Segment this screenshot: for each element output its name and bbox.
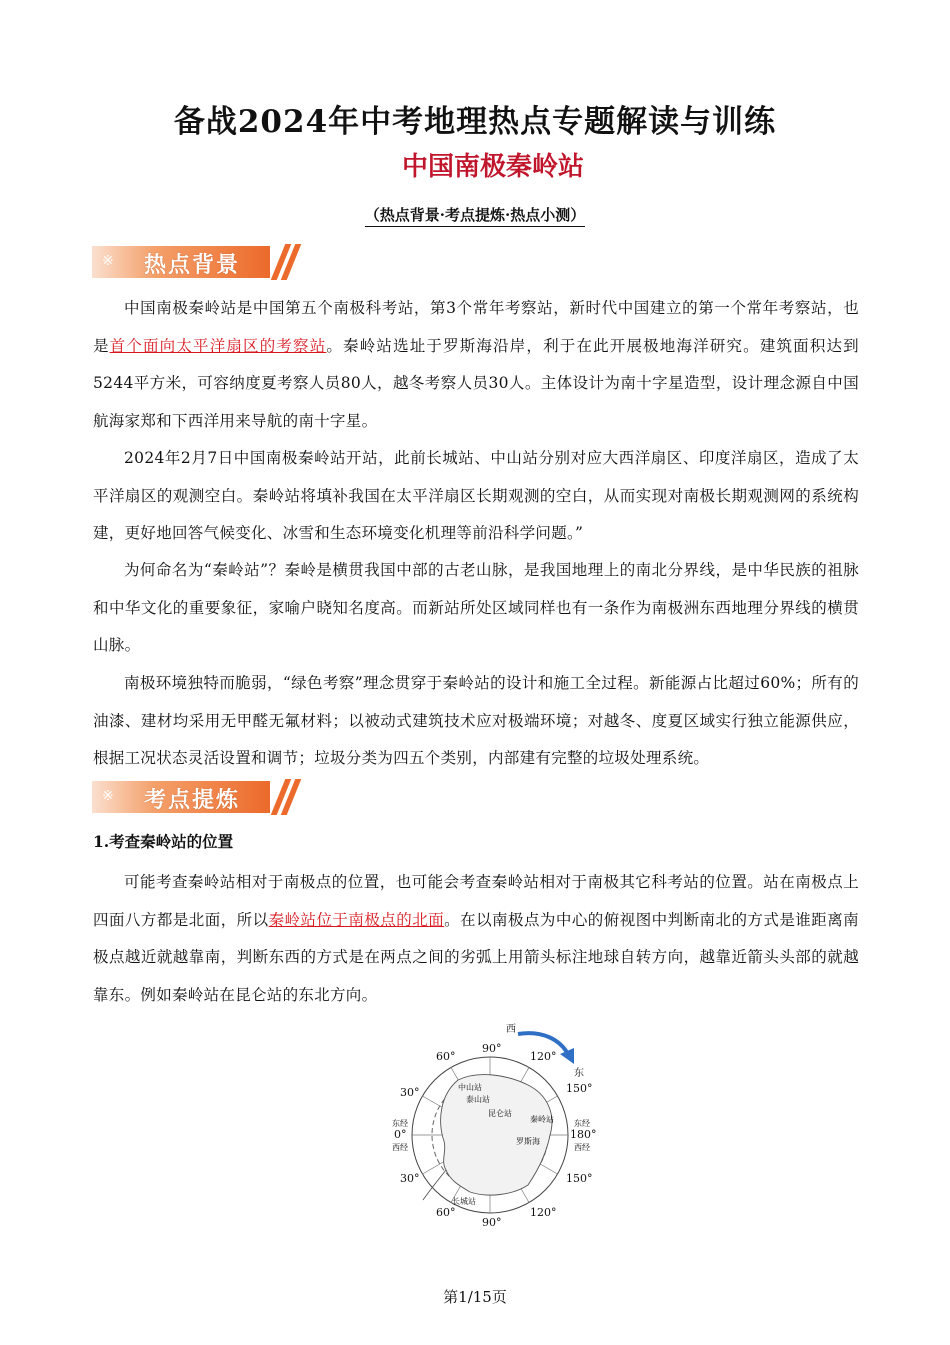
- lon-label: 120°: [530, 1050, 557, 1063]
- points-paragraph-1: 可能考查秦岭站相对于南极点的位置，也可能会考查秦岭站相对于南极其它科考站的位置。站在南极点上四面八方都是北面，所以秦岭站位于南极点的北面。在以南极点为中心的俯视图中判断南北的方式是谁距离南极点越近就越靠南，判断东西的方式是在两点之间的劣弧上用箭头标注地球自转方向，越靠近箭头头部的就越靠东。例如秦岭站在昆仑站的东北方向。: [93, 873, 859, 1004]
- asterisk-icon: ※: [102, 253, 114, 269]
- background-paragraph-2: 2024年2月7日中国南极秦岭站开站，此前长城站、中山站分别对应大西洋扇区、印度洋扇区，造成了太平洋扇区的观测空白。秦岭站将填补我国在太平洋扇区长期观测的空白，从而实现对南极长期观测网的系统构建，更好地回答气候变化、冰雪和生态环境变化机理等前沿科学问题。”: [93, 449, 859, 542]
- direction-west: 西: [506, 1024, 516, 1035]
- direction-east: 东: [574, 1068, 584, 1079]
- highlight-text: 首个面向太平洋扇区的考察站: [109, 336, 327, 355]
- station-label: 长城站: [452, 1197, 476, 1206]
- lon-label: 90°: [482, 1042, 502, 1055]
- section-label: 考点提炼: [144, 787, 241, 813]
- page-subtitle: 中国南极秦岭站: [401, 152, 584, 182]
- station-label: 泰山站: [466, 1095, 490, 1104]
- west-lon-note: 西经: [392, 1143, 408, 1152]
- station-label: 秦岭站: [530, 1115, 554, 1124]
- lon-label: 30°: [400, 1172, 420, 1185]
- lon-label: 30°: [400, 1086, 420, 1099]
- lon-label: 60°: [436, 1050, 456, 1063]
- section-banner-points: [92, 779, 302, 815]
- section-banner-background: [92, 244, 302, 280]
- lon-label: 90°: [482, 1216, 502, 1229]
- station-label: 昆仑站: [488, 1109, 512, 1118]
- sea-label: 罗斯海: [516, 1137, 540, 1146]
- section-label: 热点背景: [144, 252, 241, 278]
- antarctica-map: [388, 1020, 610, 1232]
- lon-label: 150°: [566, 1082, 593, 1095]
- lon-label: 120°: [530, 1206, 557, 1219]
- background-paragraph-4: 南极环境独特而脆弱，“绿色考察”理念贯穿于秦岭站的设计和施工全过程。新能源占比超过60%；所有的油漆、建材均采用无甲醛无氟材料；以被动式建筑技术应对极端环境；对越冬、度夏区域实行独立能源供应，根据工况状态灵活设置和调节；垃圾分类为四五个类别，内部建有完整的垃圾处理系统。: [93, 674, 859, 767]
- peninsula-outline: [423, 1170, 446, 1200]
- page-title: 备战2024年中考地理热点专题解读与训练: [173, 104, 777, 140]
- highlight-text: 秦岭站位于南极点的北面: [268, 910, 445, 929]
- background-paragraph-3: 为何命名为“秦岭站”？秦岭是横贯我国中部的古老山脉，是我国地理上的南北分界线，是中华民族的祖脉和中华文化的重要象征，家喻户晓知名度高。而新站所处区域同样也有一条作为南极洲东西地理分界线的横贯山脉。: [93, 561, 859, 654]
- tagline: （热点背景·考点提炼·热点小测）: [0, 204, 950, 225]
- lon-label: 180°: [570, 1128, 597, 1141]
- page-number: 第1/15页: [443, 1288, 507, 1306]
- asterisk-icon: ※: [102, 788, 114, 804]
- background-paragraph-1: 中国南极秦岭站是中国第五个南极科考站，第3个常年考察站，新时代中国建立的第一个常年考察站，也是首个面向太平洋扇区的考察站。秦岭站选址于罗斯海沿岸，利于在此开展极地海洋研究。建筑面积达到5244平方米，可容纳度夏考察人员80人，越冬考察人员30人。主体设计为南十字星造型，设计理念源自中国航海家郑和下西洋用来导航的南十字星。: [93, 299, 859, 430]
- lon-label: 150°: [566, 1172, 593, 1185]
- station-label: 中山站: [458, 1083, 482, 1092]
- lon-label: 60°: [436, 1206, 456, 1219]
- east-lon-note: 东经: [392, 1119, 408, 1128]
- west-lon-note: 西经: [574, 1143, 590, 1152]
- lon-label: 0°: [394, 1128, 407, 1141]
- east-lon-note: 东经: [574, 1119, 590, 1128]
- subsection-heading: 1.考查秦岭站的位置: [93, 832, 234, 851]
